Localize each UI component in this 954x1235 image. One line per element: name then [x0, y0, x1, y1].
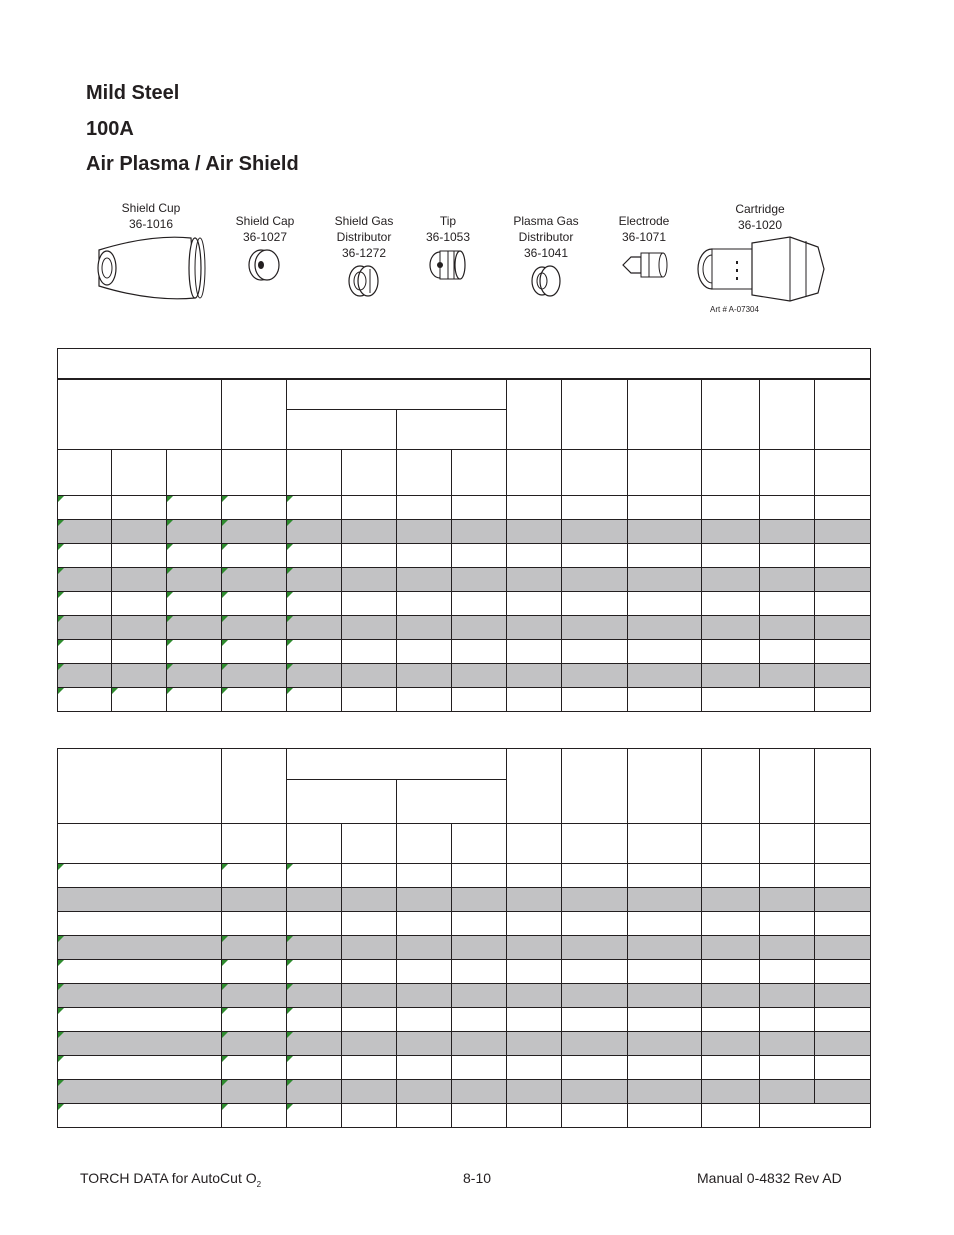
header-cell: [58, 749, 222, 824]
part-shield-gas-distributor: [310, 213, 418, 301]
cut-chart-table-1: [57, 348, 871, 712]
table-row: [58, 520, 871, 544]
part-number: 36-1272: [341, 246, 387, 260]
header-cell: [222, 379, 287, 450]
header-cell: [222, 749, 287, 824]
header-cell: [507, 379, 562, 450]
part-name: Shield Cup: [121, 201, 181, 215]
header-cell: [287, 749, 507, 780]
part-number: 36-1053: [425, 230, 471, 244]
header-cell: [562, 749, 628, 824]
footer-subscript: 2: [256, 1179, 262, 1189]
cut-chart-table-2: [57, 748, 871, 1128]
current-heading: 100A: [86, 118, 134, 140]
table-row: [58, 888, 871, 912]
footer-manual: Manual 0-4832 Rev AD: [697, 1170, 842, 1186]
cartridge-icon: [690, 233, 830, 303]
part-electrode: [612, 213, 676, 285]
part-plasma-gas-distributor: [488, 213, 604, 301]
table-row: [58, 936, 871, 960]
part-name: Cartridge: [735, 202, 785, 216]
material-heading: Mild Steel: [86, 82, 180, 104]
header-cell: [287, 780, 397, 824]
table-row: [58, 912, 871, 936]
part-cartridge: [690, 201, 830, 303]
part-name: Electrode: [618, 214, 670, 228]
part-number: 36-1071: [621, 230, 667, 244]
header-cell: [287, 379, 507, 410]
header-cell: [815, 749, 871, 824]
header-cell: [397, 780, 507, 824]
footer-left: [80, 1170, 261, 1189]
page-number: 8-10: [463, 1170, 492, 1186]
header-cell: [397, 410, 507, 450]
plasma-gas-distributor-icon: [526, 261, 566, 301]
header-cell: [760, 749, 815, 824]
header-cell: [702, 379, 760, 450]
table-row: [58, 496, 871, 520]
part-number: 36-1020: [737, 218, 783, 232]
table-row: [58, 688, 871, 712]
table-row: [58, 592, 871, 616]
part-number: 36-1041: [523, 246, 569, 260]
table-row: [58, 544, 871, 568]
header-cell: [815, 379, 871, 450]
part-shield-cup: [90, 200, 212, 304]
part-tip: [420, 213, 476, 285]
header-cell: [507, 749, 562, 824]
table-row: [58, 1104, 871, 1128]
header-cell: [760, 379, 815, 450]
part-number: 36-1027: [242, 230, 288, 244]
shield-gas-distributor-icon: [344, 261, 384, 301]
table-row: [58, 640, 871, 664]
header-cell: [287, 410, 397, 450]
part-shield-cap: [232, 213, 298, 285]
table-row: [58, 568, 871, 592]
table-row: [58, 1080, 871, 1104]
art-number: Art # A-07304: [710, 305, 759, 314]
part-number: 36-1016: [128, 217, 174, 231]
header-cell: [628, 379, 702, 450]
header-cell: [58, 379, 222, 450]
shield-cup-icon: [91, 232, 211, 304]
part-name: Tip: [439, 214, 457, 228]
header-cell: [702, 749, 760, 824]
gas-heading: Air Plasma / Air Shield: [86, 153, 299, 175]
table-row: [58, 864, 871, 888]
tip-icon: [426, 245, 470, 285]
part-name: Plasma Gas Distributor: [513, 214, 579, 244]
header-cell: [628, 749, 702, 824]
footer-title: TORCH DATA for AutoCut O: [80, 1170, 257, 1186]
table-row: [58, 984, 871, 1008]
table-title-cell: [58, 349, 871, 379]
table-row: [58, 1008, 871, 1032]
table-row: [58, 1056, 871, 1080]
part-name: Shield Cap: [235, 214, 295, 228]
table-row: [58, 960, 871, 984]
shield-cap-icon: [245, 245, 285, 285]
part-name: Shield Gas Distributor: [334, 214, 394, 244]
electrode-icon: [619, 245, 669, 285]
table-row: [58, 664, 871, 688]
table-row: [58, 616, 871, 640]
table-row: [58, 1032, 871, 1056]
header-cell: [562, 379, 628, 450]
